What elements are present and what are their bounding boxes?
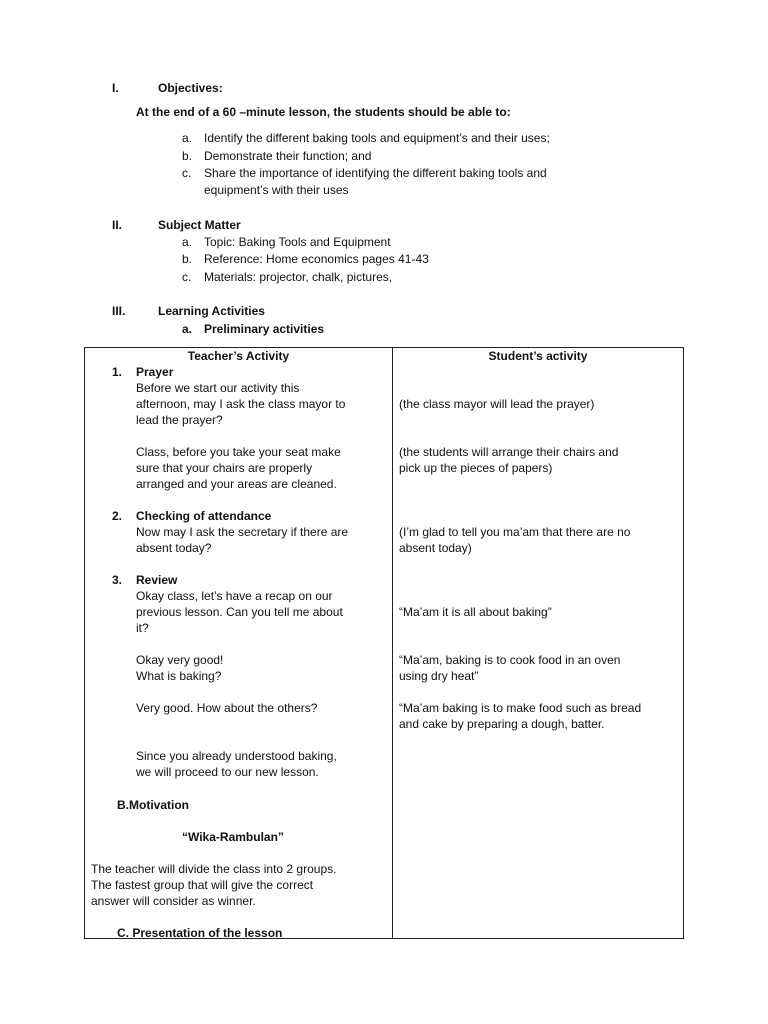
student-line: (the class mayor will lead the prayer) bbox=[399, 397, 595, 411]
student-line: (I’m glad to tell you ma’am that there are no bbox=[399, 525, 631, 539]
teacher-line: Very good. How about the others? bbox=[136, 701, 318, 715]
objective-item: Identify the different baking tools and equipment’s and their uses; bbox=[204, 131, 550, 145]
subject-item: Materials: projector, chalk, pictures, bbox=[204, 270, 393, 284]
list-letter: c. bbox=[182, 270, 192, 284]
teacher-line: it? bbox=[136, 621, 149, 635]
student-line: “Ma’am, baking is to cook food in an oven bbox=[399, 653, 621, 667]
list-letter: a. bbox=[182, 131, 193, 145]
list-letter: a. bbox=[182, 322, 193, 336]
teacher-line: What is baking? bbox=[136, 669, 222, 683]
teacher-line: answer will consider as winner. bbox=[91, 894, 256, 908]
section-number: III. bbox=[112, 304, 126, 318]
activity-heading-motivation: B.Motivation bbox=[117, 798, 189, 812]
student-line: (the students will arrange their chairs and bbox=[399, 445, 619, 459]
teacher-line: previous lesson. Can you tell me about bbox=[136, 605, 343, 619]
subject-item: Reference: Home economics pages 41-43 bbox=[204, 252, 429, 266]
teacher-line: Class, before you take your seat make bbox=[136, 445, 341, 459]
student-line: and cake by preparing a dough, batter. bbox=[399, 717, 605, 731]
teacher-line: Now may I ask the secretary if there are bbox=[136, 525, 349, 539]
student-line: absent today) bbox=[399, 541, 472, 555]
subsection-heading: Preliminary activities bbox=[204, 322, 325, 336]
activity-heading-prayer: Prayer bbox=[136, 365, 174, 379]
list-letter: c. bbox=[182, 166, 192, 180]
activity-table bbox=[84, 347, 684, 939]
col-header-student: Student’s activity bbox=[488, 349, 588, 363]
objective-item: Demonstrate their function; and bbox=[204, 149, 372, 163]
list-letter: a. bbox=[182, 235, 193, 249]
student-line: using dry heat” bbox=[399, 669, 479, 683]
section-number: II. bbox=[112, 218, 123, 232]
objective-item-cont: equipment’s with their uses bbox=[204, 183, 349, 197]
teacher-line: sure that your chairs are properly bbox=[136, 461, 313, 475]
activity-heading-review: Review bbox=[136, 573, 178, 587]
student-line: “Ma’am it is all about baking” bbox=[399, 605, 552, 619]
list-letter: b. bbox=[182, 149, 193, 163]
objectives-intro: At the end of a 60 –minute lesson, the students should be able to: bbox=[136, 105, 511, 119]
subject-item: Topic: Baking Tools and Equipment bbox=[204, 235, 391, 249]
game-title: “Wika-Rambulan” bbox=[182, 830, 284, 844]
teacher-line: arranged and your areas are cleaned. bbox=[136, 477, 337, 491]
teacher-line: lead the prayer? bbox=[136, 413, 223, 427]
activity-number: 3. bbox=[112, 573, 123, 587]
section-number: I. bbox=[112, 81, 119, 95]
activity-number: 1. bbox=[112, 365, 123, 379]
teacher-line: The fastest group that will give the correct bbox=[91, 878, 314, 892]
student-line: “Ma’am baking is to make food such as bread bbox=[399, 701, 642, 715]
teacher-line: afternoon, may I ask the class mayor to bbox=[136, 397, 346, 411]
teacher-line: Since you already understood baking, bbox=[136, 749, 337, 763]
column-divider bbox=[392, 348, 393, 938]
section-heading-objectives: Objectives: bbox=[158, 81, 223, 95]
teacher-line: we will proceed to our new lesson. bbox=[136, 765, 319, 779]
objective-item: Share the importance of identifying the different baking tools and bbox=[204, 166, 547, 180]
activity-heading-attendance: Checking of attendance bbox=[136, 509, 272, 523]
teacher-line: Okay class, let’s have a recap on our bbox=[136, 589, 333, 603]
student-line: pick up the pieces of papers) bbox=[399, 461, 553, 475]
teacher-line: Okay very good! bbox=[136, 653, 224, 667]
section-heading-subject-matter: Subject Matter bbox=[158, 218, 241, 232]
activity-number: 2. bbox=[112, 509, 123, 523]
teacher-line: The teacher will divide the class into 2 groups. bbox=[91, 862, 337, 876]
list-letter: b. bbox=[182, 252, 193, 266]
teacher-line: absent today? bbox=[136, 541, 212, 555]
section-heading-learning-activities: Learning Activities bbox=[158, 304, 265, 318]
activity-heading-presentation: C. Presentation of the lesson bbox=[117, 926, 283, 940]
teacher-line: Before we start our activity this bbox=[136, 381, 300, 395]
col-header-teacher: Teacher’s Activity bbox=[187, 349, 290, 363]
